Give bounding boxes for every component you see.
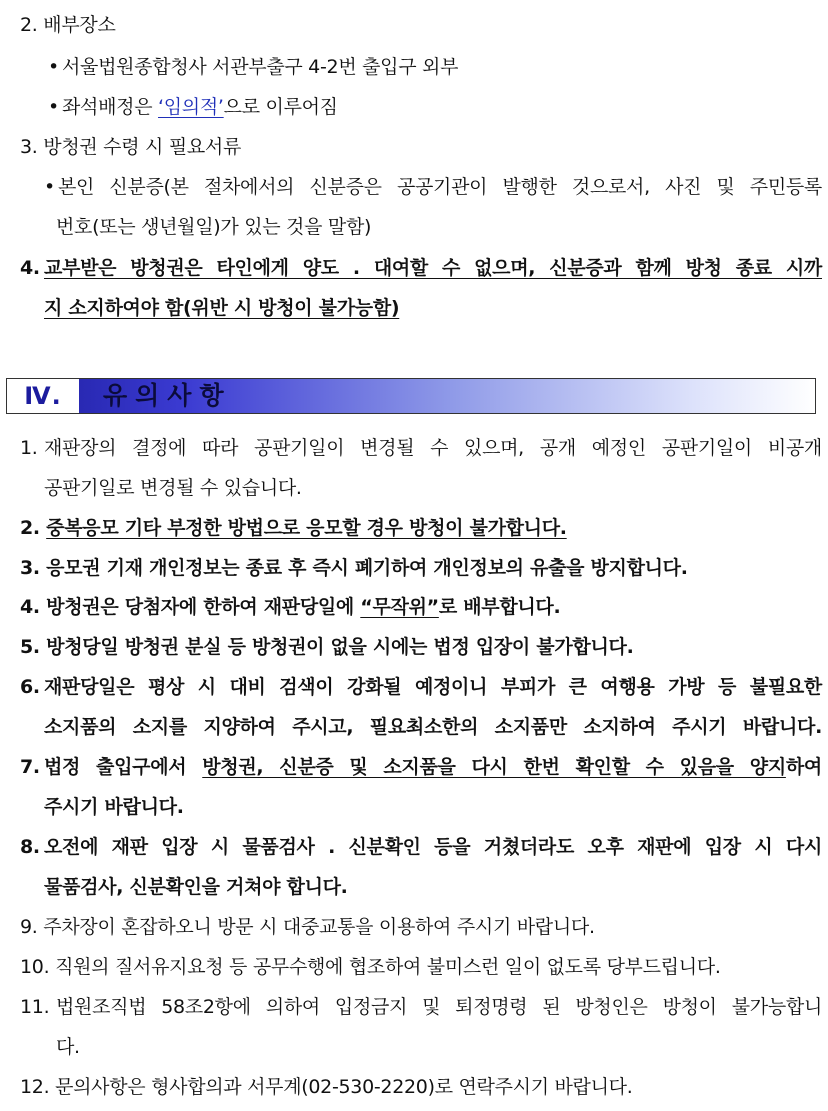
note-11-line-2: 다. — [56, 1036, 80, 1058]
note-3: 3. 응모권 기재 개인정보는 종료 후 즉시 폐기하여 개인정보의 유출을 방지합니다. — [20, 557, 688, 579]
section-number: Ⅳ. — [7, 379, 79, 413]
item-2-bullet-2: • 좌석배정은 ‘임의적’으로 이루어짐 — [48, 96, 338, 118]
note-10: 10. 직원의 질서유지요청 등 공무수행에 협조하여 불미스런 일이 없도록 당부드립니다. — [20, 956, 721, 978]
note-1-line-1: 재판장의 결정에 따라 공판기일이 변경될 수 있으며, 공개 예정인 공판기일이 비공개 — [44, 437, 822, 459]
item-4-line-2: 지 소지하여야 함(위반 시 방청이 불가능함) — [44, 297, 400, 319]
item-4-number: 4. — [20, 257, 40, 279]
note-7-number: 7. — [20, 756, 40, 778]
item-2-bullet-1: • 서울법원종합청사 서관부출구 4-2번 출입구 외부 — [48, 56, 459, 78]
note-6-number: 6. — [20, 676, 40, 698]
note-1-number: 1. — [20, 437, 38, 459]
note-7-line-1: 법정 출입구에서 방청권, 신분증 및 소지품을 다시 한번 확인할 수 있음을 양지하여 — [44, 756, 822, 778]
note-6-line-2: 소지품의 소지를 지양하여 주시고, 필요최소한의 소지품만 소지하여 주시기 바랍니다. — [44, 716, 822, 738]
note-4: 4. 방청권은 당첨자에 한하여 재판당일에 “무작위”로 배부합니다. — [20, 596, 561, 618]
item-2-heading: 2. 배부장소 — [20, 14, 116, 36]
item-3-bullet-line-2: 번호(또는 생년월일)가 있는 것을 말함) — [56, 216, 372, 238]
note-8-line-2: 물품검사, 신분확인을 거쳐야 합니다. — [44, 876, 348, 898]
note-12: 12. 문의사항은 형사합의과 서무계(02-530-2220)로 연락주시기 바랍니다. — [20, 1076, 633, 1098]
note-1-line-2: 공판기일로 변경될 수 있습니다. — [44, 477, 302, 499]
note-8-line-1: 오전에 재판 입장 시 물품검사 . 신분확인 등을 거쳤더라도 오후 재판에 입장 시 다시 — [44, 836, 822, 858]
note-8-number: 8. — [20, 836, 40, 858]
note-11-line-1: 법원조직법 58조2항에 의하여 입정금지 및 퇴정명령 된 방청인은 방청이 불가능합니 — [56, 996, 822, 1018]
note-7-line-2: 주시기 바랍니다. — [44, 796, 184, 818]
note-9: 9. 주차장이 혼잡하오니 방문 시 대중교통을 이용하여 주시기 바랍니다. — [20, 916, 595, 938]
note-2: 2. 중복응모 기타 부정한 방법으로 응모할 경우 방청이 불가합니다. — [20, 517, 567, 539]
item-3-bullet-line-1: • 본인 신분증(본 절차에서의 신분증은 공공기관이 발행한 것으로서, 사진 및 주민등록 — [44, 176, 822, 198]
section-header — [6, 378, 816, 414]
item-3-heading: 3. 방청권 수령 시 필요서류 — [20, 136, 242, 158]
note-6-line-1: 재판당일은 평상 시 대비 검색이 강화될 예정이니 부피가 큰 여행용 가방 등 불필요한 — [44, 676, 822, 698]
random-seating-term: ‘임의적’ — [158, 96, 224, 118]
section-title: 유의사항 — [103, 381, 232, 410]
note-5: 5. 방청당일 방청권 분실 등 방청권이 없을 시에는 법정 입장이 불가합니다. — [20, 636, 634, 658]
item-4-line-1: 교부받은 방청권은 타인에게 양도 . 대여할 수 없으며, 신분증과 함께 방청 종료 시까 — [44, 257, 822, 279]
note-11-number: 11. — [20, 996, 50, 1018]
